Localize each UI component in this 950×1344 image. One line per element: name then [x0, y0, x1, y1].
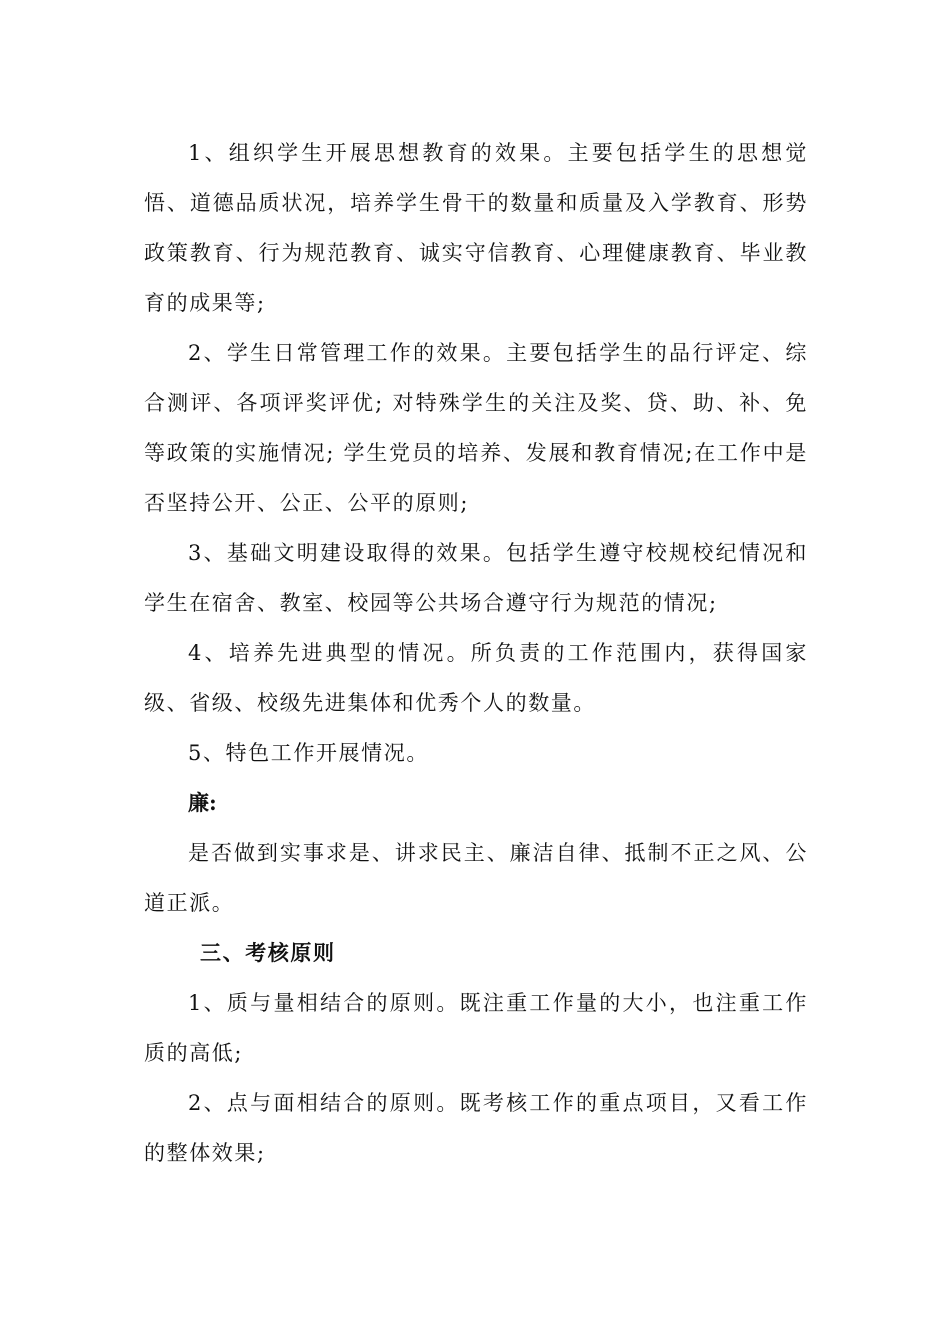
lian-heading: 廉: [188, 790, 217, 815]
paragraph-advanced-models: 4、培养先进典型的情况。所负责的工作范围内，获得国家级、省级、校级先进集体和优秀个人的数量。 [144, 641, 808, 715]
paragraph-principle-point-surface: 2、点与面相结合的原则。既考核工作的重点项目，又看工作的整体效果; [144, 1091, 808, 1165]
paragraph-principle-quality-quantity: 1、质与量相结合的原则。既注重工作量的大小，也注重工作质的高低; [144, 991, 808, 1065]
paragraph-daily-management: 2、学生日常管理工作的效果。主要包括学生的品行评定、综合测评、各项评奖评优; 对特殊学生的关注及奖、贷、助、补、免等政策的实施情况; 学生党员的培养、发展和教育情况;在工作中是否坚持公开、公正、公平的原则; [144, 341, 808, 515]
document-body [144, 128, 808, 1178]
paragraph-lian: 是否做到实事求是、讲求民主、廉洁自律、抵制不正之风、公道正派。 [144, 841, 808, 915]
paragraph-special-work: 5、特色工作开展情况。 [188, 741, 429, 765]
paragraph-ideological-education: 1、组织学生开展思想教育的效果。主要包括学生的思想觉悟、道德品质状况，培养学生骨干的数量和质量及入学教育、形势政策教育、行为规范教育、诚实守信教育、心理健康教育、毕业教育的成果等; [144, 141, 808, 315]
paragraph-civilization-building: 3、基础文明建设取得的效果。包括学生遵守校规校纪情况和学生在宿舍、教室、校园等公共场合遵守行为规范的情况; [144, 541, 808, 615]
section-heading-principles: 三、考核原则 [200, 940, 336, 965]
